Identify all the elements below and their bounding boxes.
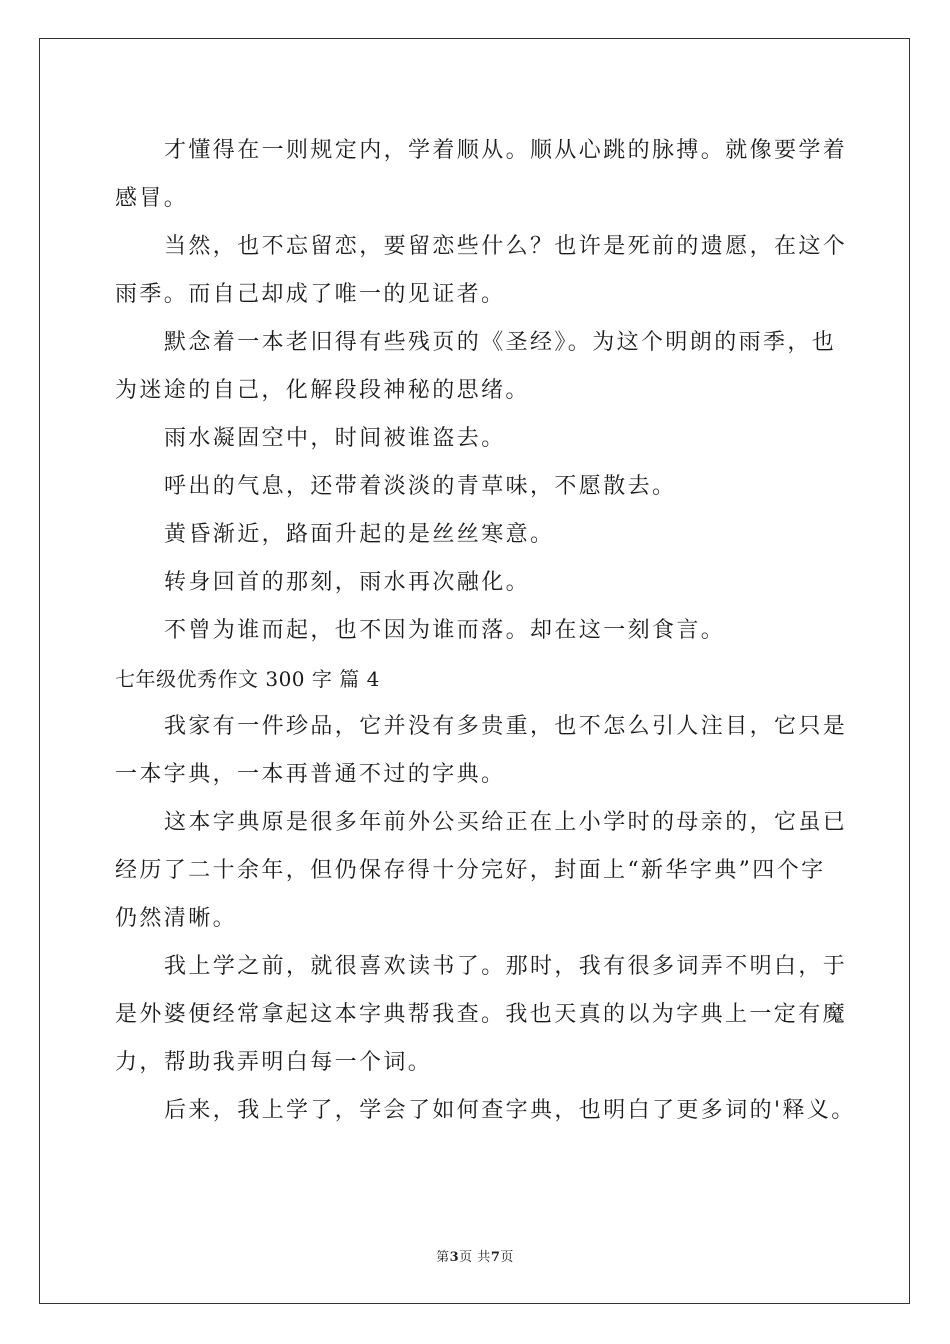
section-heading: 七年级优秀作文 300 字 篇 4 — [115, 667, 380, 691]
paragraph-line: 雨水凝固空中，时间被谁盗去。 — [164, 426, 506, 451]
paragraph-line: 感冒。 — [115, 186, 189, 211]
paragraph — [115, 223, 848, 319]
paragraph-line: 为迷途的自己，化解段段神秘的思绪。 — [115, 378, 530, 403]
paragraph-line: 仍然清晰。 — [115, 906, 238, 931]
footer-suffix: 页 — [500, 1250, 514, 1265]
essay-part-after — [115, 703, 856, 1135]
footer-prefix: 第 — [436, 1250, 450, 1265]
paragraph — [115, 607, 845, 655]
paragraph-line: 才懂得在一则规定内，学着顺从。顺从心跳的脉搏。就像要学着 — [164, 138, 848, 163]
paragraph-line: 呼出的气息，还带着淡淡的青草味，不愿散去。 — [164, 474, 677, 499]
paragraph-line: 经历了二十余年，但仍保存得十分完好，封面上“新华字典”四个字 — [115, 858, 826, 883]
footer-mid: 页 共 — [459, 1250, 491, 1265]
paragraph — [115, 1087, 856, 1135]
paragraph-line: 后来，我上学了，学会了如何查字典，也明白了更多词的'释义。 — [164, 1098, 856, 1123]
paragraph — [115, 511, 845, 559]
paragraph-line: 我家有一件珍品，它并没有多贵重，也不怎么引人注目，它只是 — [164, 714, 848, 739]
paragraph-line: 这本字典原是很多年前外公买给正在上小学时的母亲的，它虽已 — [164, 810, 848, 835]
paragraph — [115, 943, 848, 1087]
paragraph — [115, 415, 845, 463]
paragraph-line: 雨季。而自己却成了唯一的见证者。 — [115, 282, 506, 307]
paragraph — [115, 799, 848, 943]
paragraph — [115, 559, 845, 607]
paragraph-line: 一本字典，一本再普通不过的字典。 — [115, 762, 506, 787]
page-footer — [0, 1246, 950, 1265]
footer-page-number: 3 — [449, 1250, 460, 1265]
paragraph-line: 黄昏渐近，路面升起的是丝丝寒意。 — [164, 522, 555, 547]
paragraph — [115, 319, 845, 415]
paragraph-line: 转身回首的那刻，雨水再次融化。 — [164, 570, 531, 595]
paragraph — [115, 127, 848, 223]
document-body — [115, 127, 856, 1135]
paragraph-line: 不曾为谁而起，也不因为谁而落。却在这一刻食言。 — [164, 618, 726, 643]
paragraph-line: 我上学之前，就很喜欢读书了。那时，我有很多词弄不明白，于 — [164, 954, 848, 979]
paragraph — [115, 463, 845, 511]
paragraph — [115, 703, 848, 799]
paragraph-line: 当然，也不忘留恋，要留恋些什么？也许是死前的遗愿，在这个 — [164, 234, 848, 259]
essay-part-before — [115, 127, 848, 655]
paragraph-line: 是外婆便经常拿起这本字典帮我查。我也天真的以为字典上一定有魔 — [115, 1002, 848, 1027]
paragraph-line: 默念着一本老旧得有些残页的《圣经》。为这个明朗的雨季，也 — [164, 330, 837, 355]
footer-total-pages: 7 — [490, 1250, 501, 1265]
paragraph-line: 力，帮助我弄明白每一个词。 — [115, 1050, 433, 1075]
